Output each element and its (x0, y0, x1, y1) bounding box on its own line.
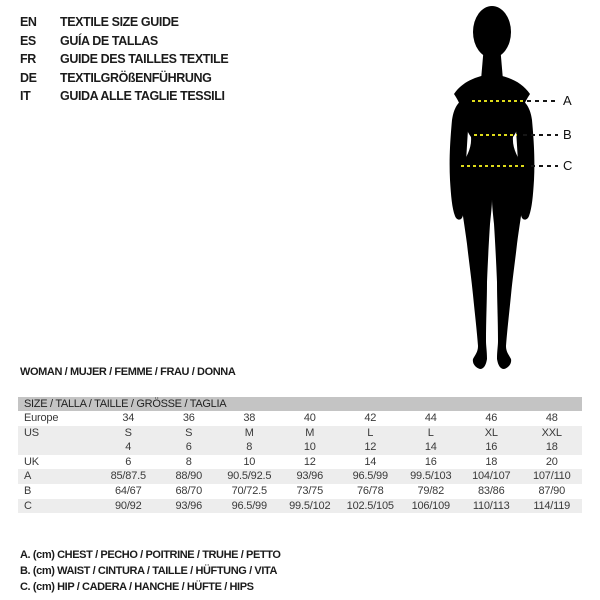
row-label: A (24, 470, 32, 483)
hip-dash-on-body (461, 165, 525, 167)
size-cell: 76/78 (356, 484, 384, 497)
size-cell: 16 (424, 455, 437, 468)
table-row (18, 455, 582, 470)
size-cell: 6 (125, 455, 132, 468)
chest-dash-callout (527, 100, 558, 102)
woman-silhouette-figure (418, 0, 566, 372)
size-cell: 14 (424, 441, 437, 454)
measurement-legend (20, 547, 281, 596)
language-code: FR (20, 52, 36, 67)
language-title-row (20, 87, 228, 106)
table-row (18, 426, 582, 441)
size-cell: 83/86 (477, 484, 505, 497)
size-cell: L (367, 426, 374, 439)
size-cell: 85/87.5 (110, 470, 146, 483)
size-cell: 96.5/99 (231, 499, 267, 512)
guide-title: TEXTILGRÖßENFÜHRUNG (60, 70, 212, 85)
chest-dash-on-body (472, 100, 523, 102)
size-cell: 38 (243, 412, 256, 424)
size-cell: M (305, 426, 315, 439)
waist-label: B (563, 127, 572, 142)
size-cell: 90.5/92.5 (227, 470, 272, 483)
size-table (18, 397, 582, 513)
waist-dash-on-body (474, 134, 517, 136)
size-cell: 10 (303, 441, 316, 454)
guide-title: GUÍA DE TALLAS (60, 33, 158, 48)
language-title-row (20, 50, 228, 69)
size-cell: 36 (182, 412, 195, 424)
size-cell: M (244, 426, 254, 439)
size-cell: 87/90 (538, 484, 566, 497)
size-cell: 6 (185, 441, 192, 454)
size-cell: 12 (364, 441, 377, 454)
hip-label: C (563, 158, 573, 173)
size-cell: 4 (125, 441, 132, 454)
table-row (18, 499, 582, 514)
size-cell: 106/109 (411, 499, 450, 512)
size-cell: 70/72.5 (231, 484, 267, 497)
size-cell: 44 (424, 412, 437, 424)
size-cell: 99.5/103 (410, 470, 452, 483)
size-cell: 104/107 (472, 470, 511, 483)
size-cell: 79/82 (417, 484, 445, 497)
hip-dash-callout (531, 165, 558, 167)
language-title-row (20, 32, 228, 51)
size-cell: 8 (185, 455, 192, 468)
size-cell: 14 (364, 455, 377, 468)
size-cell: 93/96 (296, 470, 324, 483)
size-table-header: SIZE / TALLA / TAILLE / GRÖSSE / TAGLIA (18, 397, 582, 411)
size-cell: 34 (122, 412, 135, 424)
size-cell: 46 (485, 412, 498, 424)
section-title-woman: WOMAN / MUJER / FEMME / FRAU / DONNA (20, 366, 236, 378)
table-row (18, 411, 582, 426)
size-cell: 12 (303, 455, 316, 468)
size-cell: 64/67 (114, 484, 142, 497)
size-cell: S (124, 426, 132, 439)
size-cell: 10 (243, 455, 256, 468)
language-code: ES (20, 33, 36, 48)
guide-title: GUIDE DES TAILLES TEXTILE (60, 52, 229, 67)
size-cell: 73/75 (296, 484, 324, 497)
size-cell: 20 (545, 455, 558, 468)
table-row (18, 469, 582, 484)
row-label: B (24, 484, 32, 497)
language-title-row (20, 69, 228, 88)
size-cell: 93/96 (175, 499, 203, 512)
size-cell: 16 (485, 441, 498, 454)
size-cell: 40 (303, 412, 316, 424)
row-label (18, 440, 98, 455)
size-cell: 18 (485, 455, 498, 468)
row-label: C (24, 499, 32, 512)
size-cell: 107/110 (532, 470, 571, 483)
language-title-list (20, 13, 228, 106)
guide-title: GUIDA ALLE TAGLIE TESSILI (60, 89, 225, 104)
size-cell: 68/70 (175, 484, 203, 497)
size-cell: 48 (545, 412, 558, 424)
language-code: EN (20, 15, 37, 29)
legend-line: B. (cm) WAIST / CINTURA / TAILLE / HÜFTUNG / VITA (20, 565, 278, 578)
size-cell: 102.5/105 (346, 499, 394, 512)
size-cell: 99.5/102 (289, 499, 331, 512)
size-cell: 42 (364, 412, 377, 424)
size-cell: 114/119 (533, 499, 571, 512)
size-cell: 90/92 (114, 499, 142, 512)
legend-line: A. (cm) CHEST / PECHO / POITRINE / TRUHE / PETTO (20, 549, 281, 561)
table-row (18, 440, 582, 455)
guide-title: TEXTILE SIZE GUIDE (60, 15, 179, 29)
size-cell: 8 (246, 441, 253, 454)
size-cell: L (427, 426, 434, 439)
language-code: DE (20, 70, 37, 85)
size-cell: 96.5/99 (352, 470, 388, 483)
row-label: US (24, 426, 39, 439)
size-table-body (18, 411, 582, 513)
size-cell: XXL (541, 426, 562, 439)
row-label: UK (24, 455, 39, 468)
chest-label: A (563, 93, 572, 108)
size-cell: XL (484, 426, 498, 439)
row-label: Europe (24, 412, 59, 424)
size-cell: 88/90 (175, 470, 203, 483)
legend-line: C. (cm) HIP / CADERA / HANCHE / HÜFTE / HIPS (20, 581, 254, 594)
size-cell: S (185, 426, 193, 439)
size-cell: 18 (545, 441, 558, 454)
size-cell: 110/113 (472, 499, 510, 512)
language-code: IT (20, 89, 31, 104)
waist-dash-callout (523, 134, 558, 136)
language-title-row (20, 13, 228, 32)
table-row (18, 484, 582, 499)
